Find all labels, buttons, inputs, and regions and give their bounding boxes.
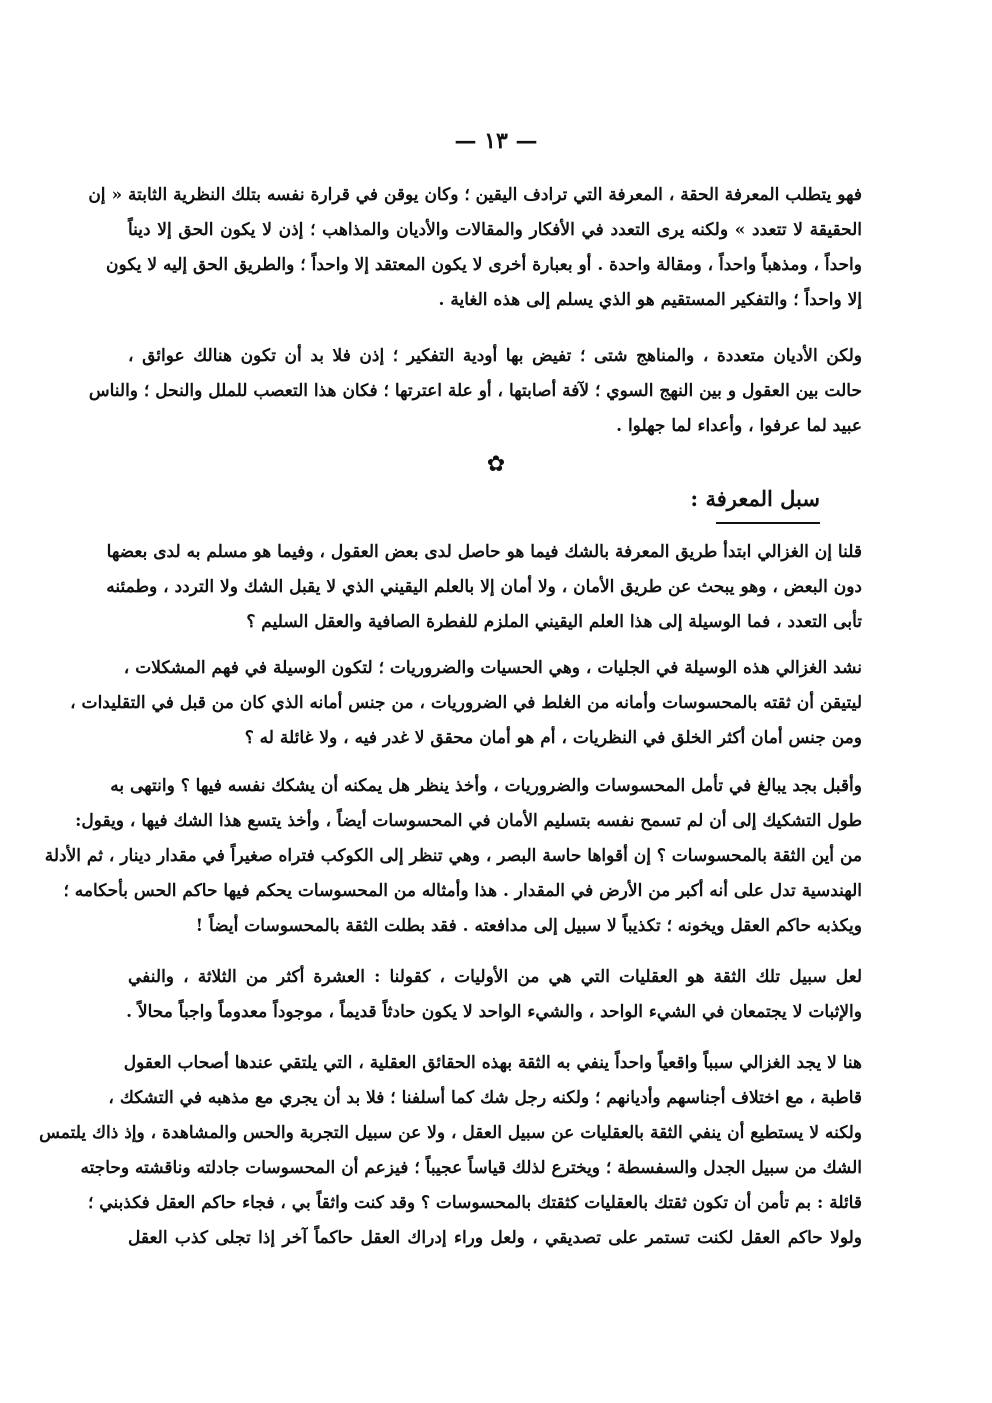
text-line: طول التشكيك إلى أن لم تسمح نفسه بتسليم الأمان في المحسوسات أيضاً ، وأخذ يتسع هذا الشك فيها ، ويقول: [75, 811, 862, 831]
text-line: واحداً ، ومذهباً واحداً ، ومقالة واحدة . أو بعبارة أخرى لا يكون المعتقد إلا واحداً ؛ والطريق الحق إليه لا يكون [106, 255, 862, 275]
text-line: إلا واحداً ؛ والتفكير المستقيم هو الذي يسلم إلى هذه الغاية . [438, 290, 862, 310]
text-line: والإثبات لا يجتمعان في الشيء الواحد ، والشيء الواحد لا يكون حادثاً قديماً ، موجوداً معدوماً واجباً محالاً . [126, 1002, 862, 1022]
paragraph-5 [44, 769, 862, 944]
text-line: ليتيقن أن ثقته بالمحسوسات وأمانه من الغلط في الضروريات ، من جنس أمانه الذي كان من قبل في التقليدات ، [70, 693, 862, 713]
paragraph-7 [39, 1046, 862, 1256]
page-number: — ١٣ — [454, 128, 538, 154]
paragraph-4 [70, 651, 862, 756]
text-line: ولكن الأديان متعددة ، والمناهج شتى ؛ تفيض بها أودية التفكير ؛ إذن فلا بد أن تكون هنالك عوائق ، [128, 346, 862, 366]
heading-underline [716, 522, 820, 524]
paragraph-3 [106, 535, 862, 640]
text-line: الشك من سبيل الجدل والسفسطة ؛ ويخترع لذلك قياساً عجيباً ؛ فيزعم أن المحسوسات جادلته وناقشته وحاجته [80, 1158, 862, 1178]
text-line: ويكذبه حاكم العقل ويخونه ؛ تكذيباً لا سبيل إلى مدافعته . فقد بطلت الثقة بالمحسوسات أيضاً ! [195, 916, 862, 936]
text-line: قاطبة ، مع اختلاف أجناسهم وأديانهم ؛ ولكنه رجل شك كما أسلفنا ؛ فلا بد أن يجري مع مذهبه في التشكك ، [108, 1088, 862, 1108]
text-line: عبيد لما عرفوا ، وأعداء لما جهلوا . [616, 416, 862, 436]
text-line: وأقبل بجد يبالغ في تأمل المحسوسات والضروريات ، وأخذ ينظر هل يمكنه أن يشكك نفسه فيها ؟ وانتهى به [110, 776, 862, 796]
text-line: الهندسية تدل على أنه أكبر من الأرض في المقدار . هذا وأمثاله من المحسوسات يحكم فيها حاكم الحس بأحكامه ؛ [63, 881, 862, 901]
text-line: هنا لا يجد الغزالي سبباً واقعياً واحداً ينفي به الثقة بهذه الحقائق العقلية ، التي يلتقي عندها أصحاب العقول [123, 1053, 862, 1073]
text-line: ومن جنس أمان أكثر الخلق في النظريات ، أم هو أمان محقق لا غدر فيه ، ولا غائلة له ؟ [244, 728, 862, 748]
text-line: ولولا حاكم العقل لكنت تستمر على تصديقي ، ولعل وراء إدراك العقل حاكماً آخر إذا تجلى كذب العقل [128, 1228, 862, 1248]
section-ornament-icon: ✿ [486, 452, 506, 477]
text-line: من أين الثقة بالمحسوسات ؟ إن أقواها حاسة البصر ، وهي تنظر إلى الكوكب فتراه صغيراً في مقدار دينار ، ثم الأدلة [44, 846, 862, 866]
text-line: ولكنه لا يستطيع أن ينفي الثقة بالعقليات عن سبيل العقل ، ولا عن سبيل التجربة والحس والمشاهدة ، وإذ ذاك يلتمس [39, 1123, 862, 1143]
paragraph-2 [88, 339, 862, 444]
section-heading: سبل المعرفة : [690, 486, 820, 511]
text-line: الحقيقة لا تتعدد » ولكنه يرى التعدد في الأفكار والمقالات والأديان والمذاهب ؛ إذن لا يكون الحق إلا ديناً [128, 220, 862, 240]
text-line: تأبى التعدد ، فما الوسيلة إلى هذا العلم اليقيني الملزم للفطرة الصافية والعقل السليم ؟ [246, 612, 862, 632]
text-line: نشد الغزالي هذه الوسيلة في الجليات ، وهي الحسيات والضروريات ؛ لتكون الوسيلة في فهم المشكلات ، [123, 658, 862, 678]
text-line: دون البعض ، وهو يبحث عن طريق الأمان ، ولا أمان إلا بالعلم اليقيني الذي لا يقبل الشك ولا التردد ، وطمئنه [106, 577, 862, 597]
text-line: حالت بين العقول و بين النهج السوي ؛ لآفة أصابتها ، أو علة اعترتها ؛ فكان هذا التعصب للملل والنحل ؛ والناس [88, 381, 862, 401]
text-line: قلنا إن الغزالي ابتدأ طريق المعرفة بالشك فيما هو حاصل لدى بعض العقول ، وفيما هو مسلم به لدى بعضها [106, 542, 862, 562]
paragraph-1 [88, 178, 862, 318]
paragraph-6 [128, 960, 862, 1030]
text-line: قائلة : بم تأمن أن تكون ثقتك بالعقليات كثقتك بالمحسوسات ؟ وقد كنت واثقاً بي ، فجاء حاكم العقل فكذبني ؛ [87, 1193, 862, 1213]
text-line: فهو يتطلب المعرفة الحقة ، المعرفة التي ترادف اليقين ؛ وكان يوقن في قرارة نفسه بتلك النظرية الثابتة « إن [88, 185, 862, 205]
text-line: لعل سبيل تلك الثقة هو العقليات التي هي من الأوليات ، كقولنا : العشرة أكثر من الثلاثة ، والنفي [128, 967, 862, 987]
